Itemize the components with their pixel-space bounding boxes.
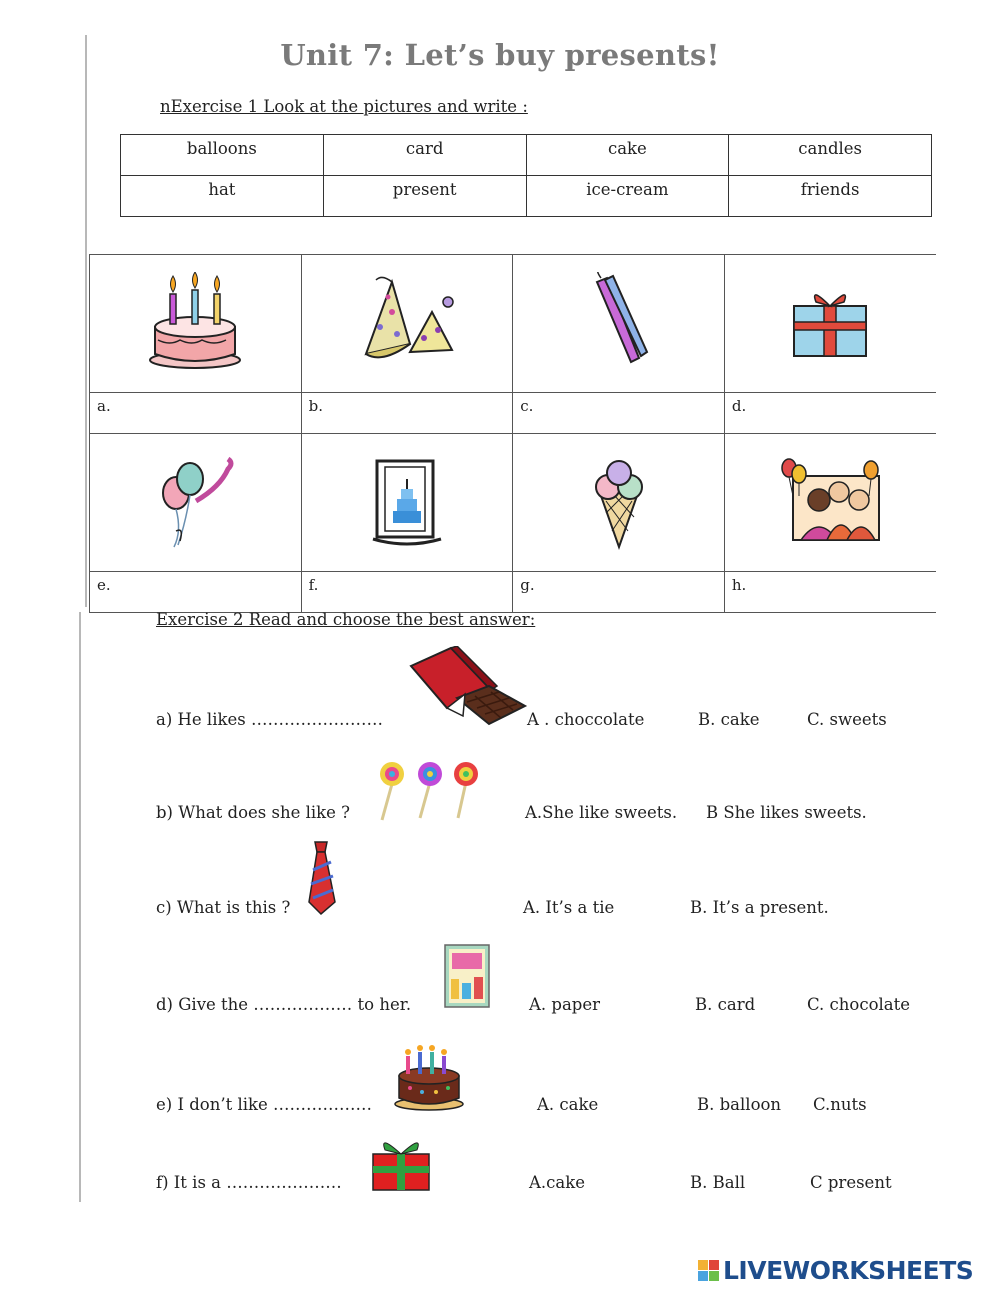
picture-cell <box>513 255 725 393</box>
question-e: e) I don’t like ……………… <box>156 1095 373 1114</box>
option: B. balloon <box>697 1095 782 1114</box>
question-c: c) What is this ? <box>156 898 291 917</box>
question-a: a) He likes …………………… <box>156 710 383 729</box>
ice-cream-cone-icon <box>584 451 654 551</box>
birthday-card-icon <box>443 943 491 1009</box>
option: A. cake <box>537 1095 599 1114</box>
picture-cell <box>724 434 936 572</box>
picture-row <box>90 255 937 393</box>
picture-cell <box>301 255 513 393</box>
option: B. It’s a present. <box>690 898 829 917</box>
word-bank-row <box>121 135 932 176</box>
liveworksheets-logo[interactable] <box>698 1256 973 1285</box>
picture-label: b. <box>301 393 513 434</box>
logo-mark-icon <box>698 1260 719 1281</box>
label-row <box>90 572 937 613</box>
necktie-icon <box>305 840 337 916</box>
birthday-cake-icon <box>140 272 250 372</box>
red-present-icon <box>365 1136 437 1192</box>
question-f: f) It is a ………………… <box>156 1173 342 1192</box>
picture-cell <box>301 434 513 572</box>
friends-party-icon <box>775 456 885 546</box>
candles-icon <box>579 272 659 372</box>
picture-cell <box>724 255 936 393</box>
picture-label: d. <box>724 393 936 434</box>
party-hats-icon <box>352 272 462 372</box>
picture-label: h. <box>724 572 936 613</box>
label-row <box>90 393 937 434</box>
word-bank-row <box>121 176 932 217</box>
chocolate-cake-icon <box>392 1042 466 1112</box>
picture-label: a. <box>90 393 302 434</box>
word-bank-table <box>120 134 932 217</box>
option: A. paper <box>529 995 601 1014</box>
option: C. chocolate <box>807 995 911 1014</box>
option: B She likes sweets. <box>706 803 867 822</box>
picture-label: e. <box>90 572 302 613</box>
option: B. card <box>695 995 756 1014</box>
lollipops-icon <box>374 760 486 822</box>
word-bank-cell: ice-cream <box>526 176 729 217</box>
picture-cell <box>513 434 725 572</box>
picture-table <box>89 254 936 613</box>
option: C. sweets <box>807 710 887 729</box>
birthday-card-icon <box>367 453 447 548</box>
balloons-icon <box>150 451 240 551</box>
page-title: Unit 7: Let’s buy presents! <box>280 38 720 72</box>
option: C present <box>810 1173 892 1192</box>
word-bank-cell: hat <box>121 176 324 217</box>
picture-label: g. <box>513 572 725 613</box>
word-bank-cell: card <box>323 135 526 176</box>
option: C.nuts <box>813 1095 867 1114</box>
option: B. cake <box>698 710 760 729</box>
margin-line-top <box>85 35 87 607</box>
exercise2-heading: Exercise 2 Read and choose the best answer: <box>156 610 536 629</box>
margin-line-bottom <box>79 612 81 1202</box>
word-bank-cell: friends <box>729 176 932 217</box>
picture-row <box>90 434 937 572</box>
option: B. Ball <box>690 1173 746 1192</box>
word-bank-cell: balloons <box>121 135 324 176</box>
gift-box-icon <box>780 282 880 362</box>
option: A . choccolate <box>527 710 645 729</box>
picture-label: c. <box>513 393 725 434</box>
option: A.She like sweets. <box>525 803 678 822</box>
word-bank-cell: cake <box>526 135 729 176</box>
exercise1-heading: nExercise 1 Look at the pictures and write : <box>160 97 528 116</box>
word-bank-cell: present <box>323 176 526 217</box>
logo-text: LIVEWORKSHEETS <box>723 1256 974 1285</box>
picture-cell <box>90 255 302 393</box>
option: A.cake <box>529 1173 586 1192</box>
picture-label: f. <box>301 572 513 613</box>
option: A. It’s a tie <box>523 898 615 917</box>
word-bank-cell: candles <box>729 135 932 176</box>
question-b: b) What does she like ? <box>156 803 351 822</box>
question-d: d) Give the ……………… to her. <box>156 995 412 1014</box>
picture-cell <box>90 434 302 572</box>
chocolate-bar-icon <box>405 646 530 728</box>
